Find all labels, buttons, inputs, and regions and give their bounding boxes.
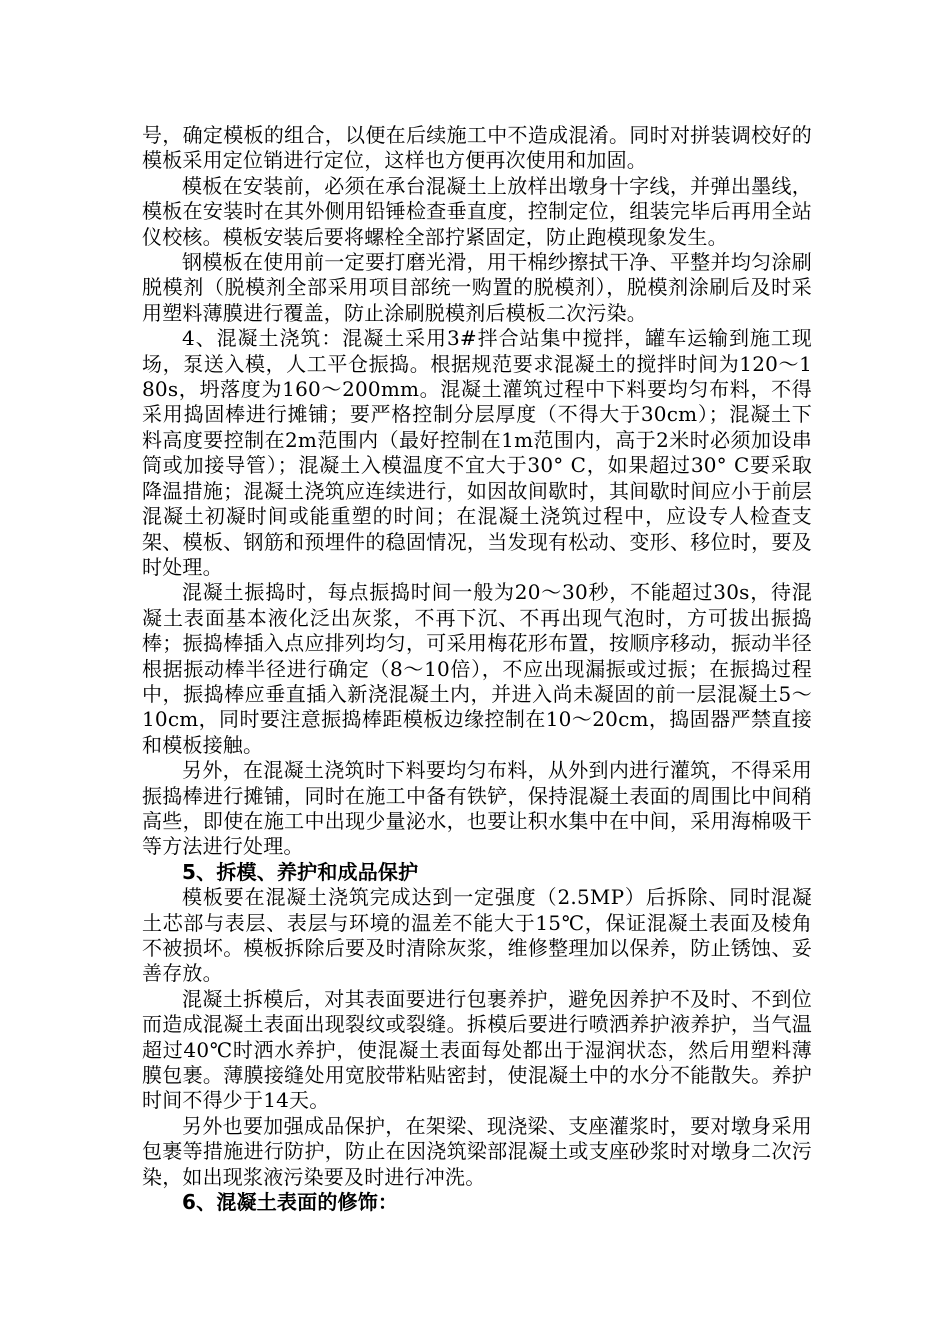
heading-demolding-curing: 5、拆模、养护和成品保护 xyxy=(182,859,419,884)
heading-surface-finishing: 6、混凝土表面的修饰： xyxy=(182,1190,399,1215)
document-body xyxy=(142,123,812,1215)
paragraph-product-protection: 另外也要加强成品保护，在架梁、现浇梁、支座灌浆时，要对墩身采用包裹等措施进行防护，防止在因浇筑梁部混凝土或支座砂浆时对墩身二次污染，如出现浆液污染要及时进行冲洗。 xyxy=(142,1113,812,1189)
paragraph-concrete-pouring: 4、混凝土浇筑：混凝土采用3#拌合站集中搅拌，罐车运输到施工现场，泵送入模，人工平仓振捣。根据规范要求混凝土的搅拌时间为120～180s，坍落度为160～200mm。混凝土灌筑过程中下料要均匀布料，不得采用捣固棒进行摊铺；要严格控制分层厚度（不得大于30cm）；混凝土下料高度要控制在2m范围内（最好控制在1m范围内，高于2米时必须加设串筒或加接导管）；混凝土入模温度不宜大于30° C，如果超过30° C要采取降温措施；混凝土浇筑应连续进行，如因故间歇时，其间歇时间应小于前层混凝土初凝时间或能重塑的时间；在混凝土浇筑过程中，应设专人检查支架、模板、钢筋和预埋件的稳固情况，当发现有松动、变形、移位时，要及时处理。 xyxy=(142,326,812,579)
paragraph-concrete-vibration: 混凝土振捣时，每点振捣时间一般为20～30秒，不能超过30s，待混凝土表面基本液化泛出灰浆，不再下沉、不再出现气泡时，方可拔出振捣棒；振捣棒插入点应排列均匀，可采用梅花形布置，按顺序移动，振动半径根据振动棒半径进行确定（8～10倍），不应出现漏振或过振；在振捣过程中，振捣棒应垂直插入新浇混凝土内，并进入尚未凝固的前一层混凝土5～10cm，同时要注意振捣棒距模板边缘控制在10～20cm，捣固器严禁直接和模板接触。 xyxy=(142,580,812,757)
paragraph-template-assembly: 号，确定模板的组合，以便在后续施工中不造成混淆。同时对拼装调校好的模板采用定位销进行定位，这样也方便再次使用和加固。 xyxy=(142,123,812,173)
paragraph-additional-pouring: 另外，在混凝土浇筑时下料要均匀布料，从外到内进行灌筑，不得采用振捣棒进行摊铺，同时在施工中备有铁铲，保持混凝土表面的周围比中间稍高些，即使在施工中出现少量泌水，也要让积水集中在中间，采用海棉吸干等方法进行处理。 xyxy=(142,758,812,859)
paragraph-template-installation: 模板在安装前，必须在承台混凝土上放样出墩身十字线，并弹出墨线，模板在安装时在其外侧用铅锤检查垂直度，控制定位，组装完毕后再用全站仪校核。模板安装后要将螺栓全部拧紧固定，防止跑模现象发生。 xyxy=(142,173,812,249)
paragraph-template-removal: 模板要在混凝土浇筑完成达到一定强度（2.5MP）后拆除、同时混凝土芯部与表层、表层与环境的温差不能大于15℃，保证混凝土表面及棱角不被损坏。模板拆除后要及时清除灰浆，维修整理加以保养，防止锈蚀、妥善存放。 xyxy=(142,885,812,986)
paragraph-steel-template: 钢模板在使用前一定要打磨光滑，用干棉纱擦拭干净、平整并均匀涂刷脱模剂（脱模剂全部采用项目部统一购置的脱模剂），脱模剂涂刷后及时采用塑料薄膜进行覆盖，防止涂刷脱模剂后模板二次污染。 xyxy=(142,250,812,325)
paragraph-curing: 混凝土拆模后，对其表面要进行包裹养护，避免因养护不及时、不到位而造成混凝土表面出现裂纹或裂缝。拆模后要进行喷洒养护液养护，当气温超过40℃时洒水养护，使混凝土表面每处都出于湿润状态，然后用塑料薄膜包裹。薄膜接缝处用宽胶带粘贴密封，使混凝土中的水分不能散失。养护时间不得少于14天。 xyxy=(142,986,812,1113)
